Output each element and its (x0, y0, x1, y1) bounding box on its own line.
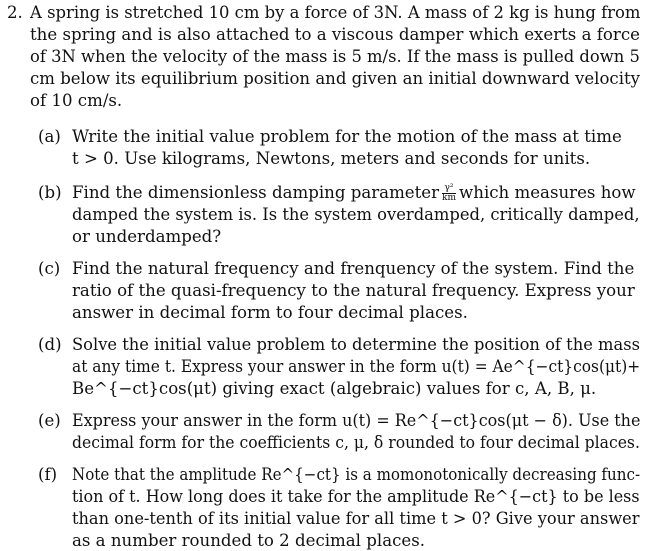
part-a-line-2: t > 0. Use kilograms, Newtons, meters and seconds for units. (72, 149, 591, 168)
part-b-line-1 (72, 183, 636, 203)
part-b-line-1-after: which measures how (459, 183, 636, 202)
part-d-label: (d) (38, 335, 62, 354)
statement-line-1: A spring is stretched 10 cm by a force of 3N. A mass of 2 kg is hung from (30, 3, 641, 22)
problem-number: 2. (7, 3, 23, 22)
part-b-line-3: or underdamped? (72, 227, 222, 246)
part-f-line-3: than one-tenth of its initial value for all time t > 0? Give your answer (72, 509, 640, 528)
part-b-label: (b) (38, 183, 62, 202)
part-b-line-2: damped the system is. Is the system overdamped, critically damped, (72, 205, 640, 224)
fraction-denominator: km (442, 193, 457, 203)
part-f-line-1: Note that the amplitude Re^{−ct} is a momonotonically decreasing func- (72, 465, 641, 484)
part-c-line-1: Find the natural frequency and frenquency of the system. Find the (72, 259, 635, 278)
part-c-label: (c) (38, 259, 61, 278)
damping-fraction (442, 184, 456, 203)
fraction-numerator: γ² (442, 184, 456, 194)
part-e-label: (e) (38, 411, 61, 430)
part-a-line-1: Write the initial value problem for the motion of the mass at time (72, 127, 622, 146)
part-c-line-3: answer in decimal form to four decimal places. (72, 303, 468, 322)
part-d-line-1: Solve the initial value problem to determine the position of the mass (72, 335, 640, 354)
statement-line-3: of 3N when the velocity of the mass is 5 m/s. If the mass is pulled down 5 (30, 47, 640, 66)
part-d-line-3: Be^{−ct}cos(μt) giving exact (algebraic) values for c, A, B, μ. (72, 379, 597, 398)
statement-line-2: the spring and is also attached to a viscous damper which exerts a force (30, 25, 640, 44)
part-e-line-1: Express your answer in the form u(t) = Re^{−ct}cos(μt − δ). Use the (72, 411, 641, 430)
part-e-line-2: decimal form for the coefficients c, μ, δ rounded to four decimal places. (72, 433, 640, 452)
part-c-line-2: ratio of the quasi-frequency to the natural frequency. Express your (72, 281, 635, 300)
part-d-line-2: at any time t. Express your answer in the form u(t) = Ae^{−ct}cos(μt)+ (72, 357, 641, 376)
part-f-line-2: tion of t. How long does it take for the amplitude Re^{−ct} to be less (72, 487, 640, 506)
part-a-label: (a) (38, 127, 61, 146)
statement-line-5: of 10 cm/s. (30, 91, 123, 110)
statement-line-4: cm below its equilibrium position and given an initial downward velocity (30, 69, 640, 88)
part-f-label: (f) (38, 465, 58, 484)
part-b-line-1-before: Find the dimensionless damping parameter (72, 183, 440, 202)
part-f-line-4: as a number rounded to 2 decimal places. (72, 531, 425, 550)
